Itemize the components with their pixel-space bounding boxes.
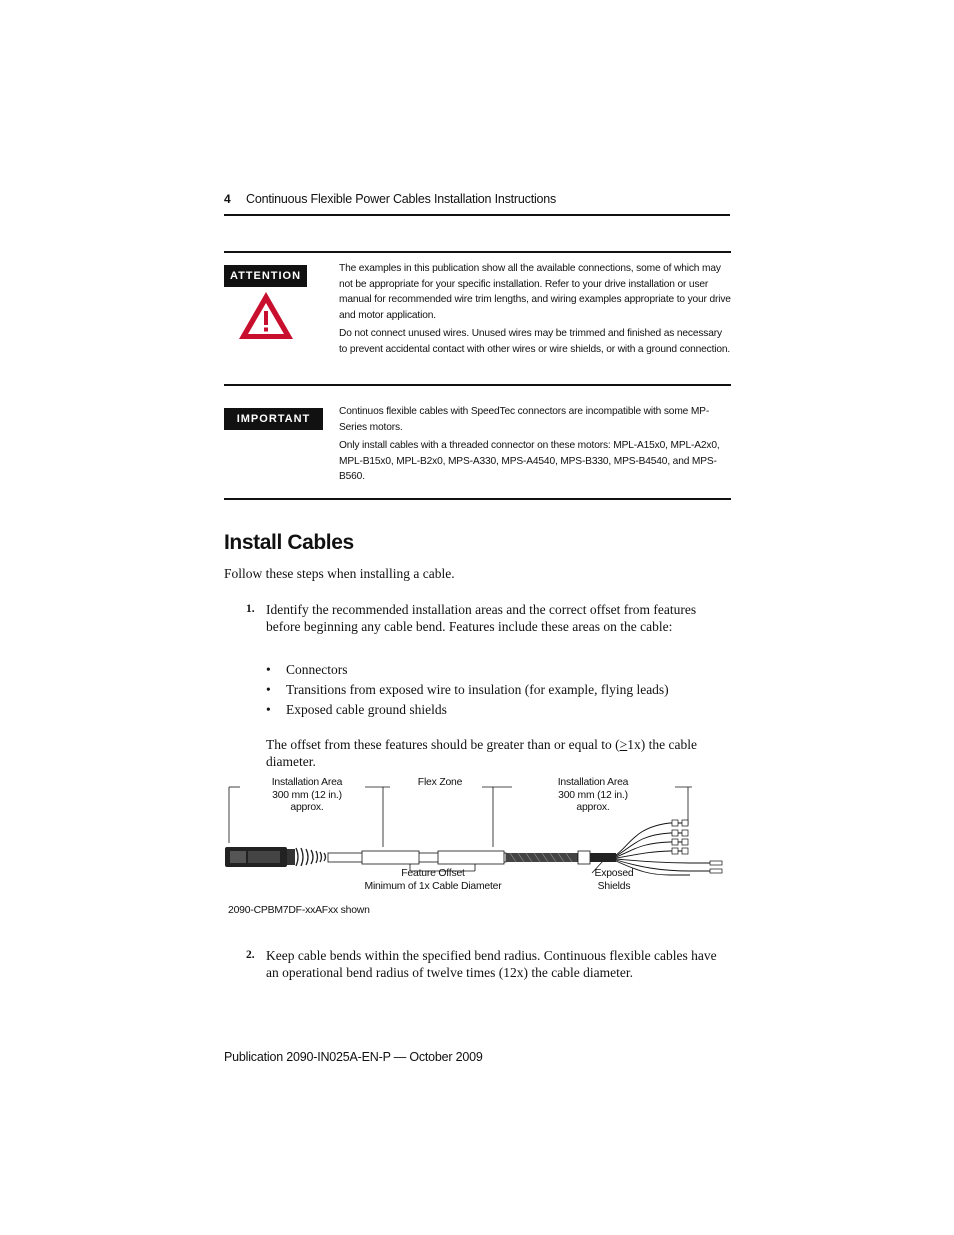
publication-footer: Publication 2090-IN025A-EN-P — October 2009: [224, 1050, 483, 1064]
step-1-number: 1.: [246, 603, 255, 615]
step-2-number: 2.: [246, 949, 255, 961]
important-paragraph-1: Continuos flexible cables with SpeedTec connectors are incompatible with some MP-Series motors.: [339, 406, 710, 433]
bullet-item: • Transitions from exposed wire to insulation (for example, flying leads): [266, 682, 669, 697]
offset-text: The offset from these features should be greater than or equal to (>1x) the cable diameter.: [266, 737, 697, 769]
bullet-text: Transitions from exposed wire to insulation (for example, flying leads): [286, 682, 669, 697]
document-title: Continuous Flexible Power Cables Installation Instructions: [246, 192, 557, 206]
bullet-text: Exposed cable ground shields: [286, 702, 447, 717]
page-number: 4: [224, 192, 231, 206]
bullet-item: • Connectors: [266, 662, 348, 677]
attention-top-rule: [224, 251, 731, 253]
important-text: [339, 404, 731, 488]
attention-text: [339, 261, 731, 361]
important-paragraph-2: Only install cables with a threaded connector on these motors: MPL-A15x0, MPL-A2x0, MPL-B15x0, MPL-B2x0, MPS-A330, MPS-A4540, MPS-B330, MPS-B4540, and MPS-B560.: [339, 440, 720, 483]
attention-paragraph-2: Do not connect unused wires. Unused wires may be trimmed and finished as necessary to prevent accidental contact with other wires or wire shields, or with a ground connection.: [339, 328, 731, 355]
section-intro: Follow these steps when installing a cable.: [224, 566, 455, 581]
greater-equal-symbol: >: [619, 737, 628, 752]
section-title: Install Cables: [224, 531, 354, 554]
figure-caption: 2090-CPBM7DF-xxAFxx shown: [228, 905, 370, 916]
warning-triangle-icon: [237, 290, 295, 341]
step-1-text: Identify the recommended installation areas and the correct offset from features before beginning any cable bend. Features include these areas on the cable:: [266, 602, 697, 634]
step-2-text: Keep cable bends within the specified bend radius. Continuous flexible cables have an operational bend radius of twelve times (12x) the cable diameter.: [266, 948, 717, 980]
important-bottom-rule: [224, 498, 731, 500]
bullet-item: • Exposed cable ground shields: [266, 702, 447, 717]
flex-zone-label: Flex Zone: [417, 777, 463, 788]
important-badge: IMPORTANT: [224, 408, 323, 430]
important-top-rule: [224, 384, 731, 386]
attention-paragraph-1: The examples in this publication show all the available connections, some of which may not be appropriate for your specific installation. Refer to your drive installation or user manual for recommended wire trim lengths, and wiring examples appropriate to your drive and motor application.: [339, 263, 731, 321]
install-area-left-label: Installation Area 300 mm (12 in.) approx.: [271, 777, 343, 813]
exposed-shields-label: Exposed Shields: [594, 868, 634, 892]
header-rule: [224, 214, 730, 216]
install-area-right-label: Installation Area 300 mm (12 in.) approx.: [557, 777, 629, 813]
attention-badge: ATTENTION: [224, 265, 307, 287]
feature-offset-label: Feature Offset Minimum of 1x Cable Diameter: [364, 868, 502, 892]
bullet-text: Connectors: [286, 662, 348, 677]
